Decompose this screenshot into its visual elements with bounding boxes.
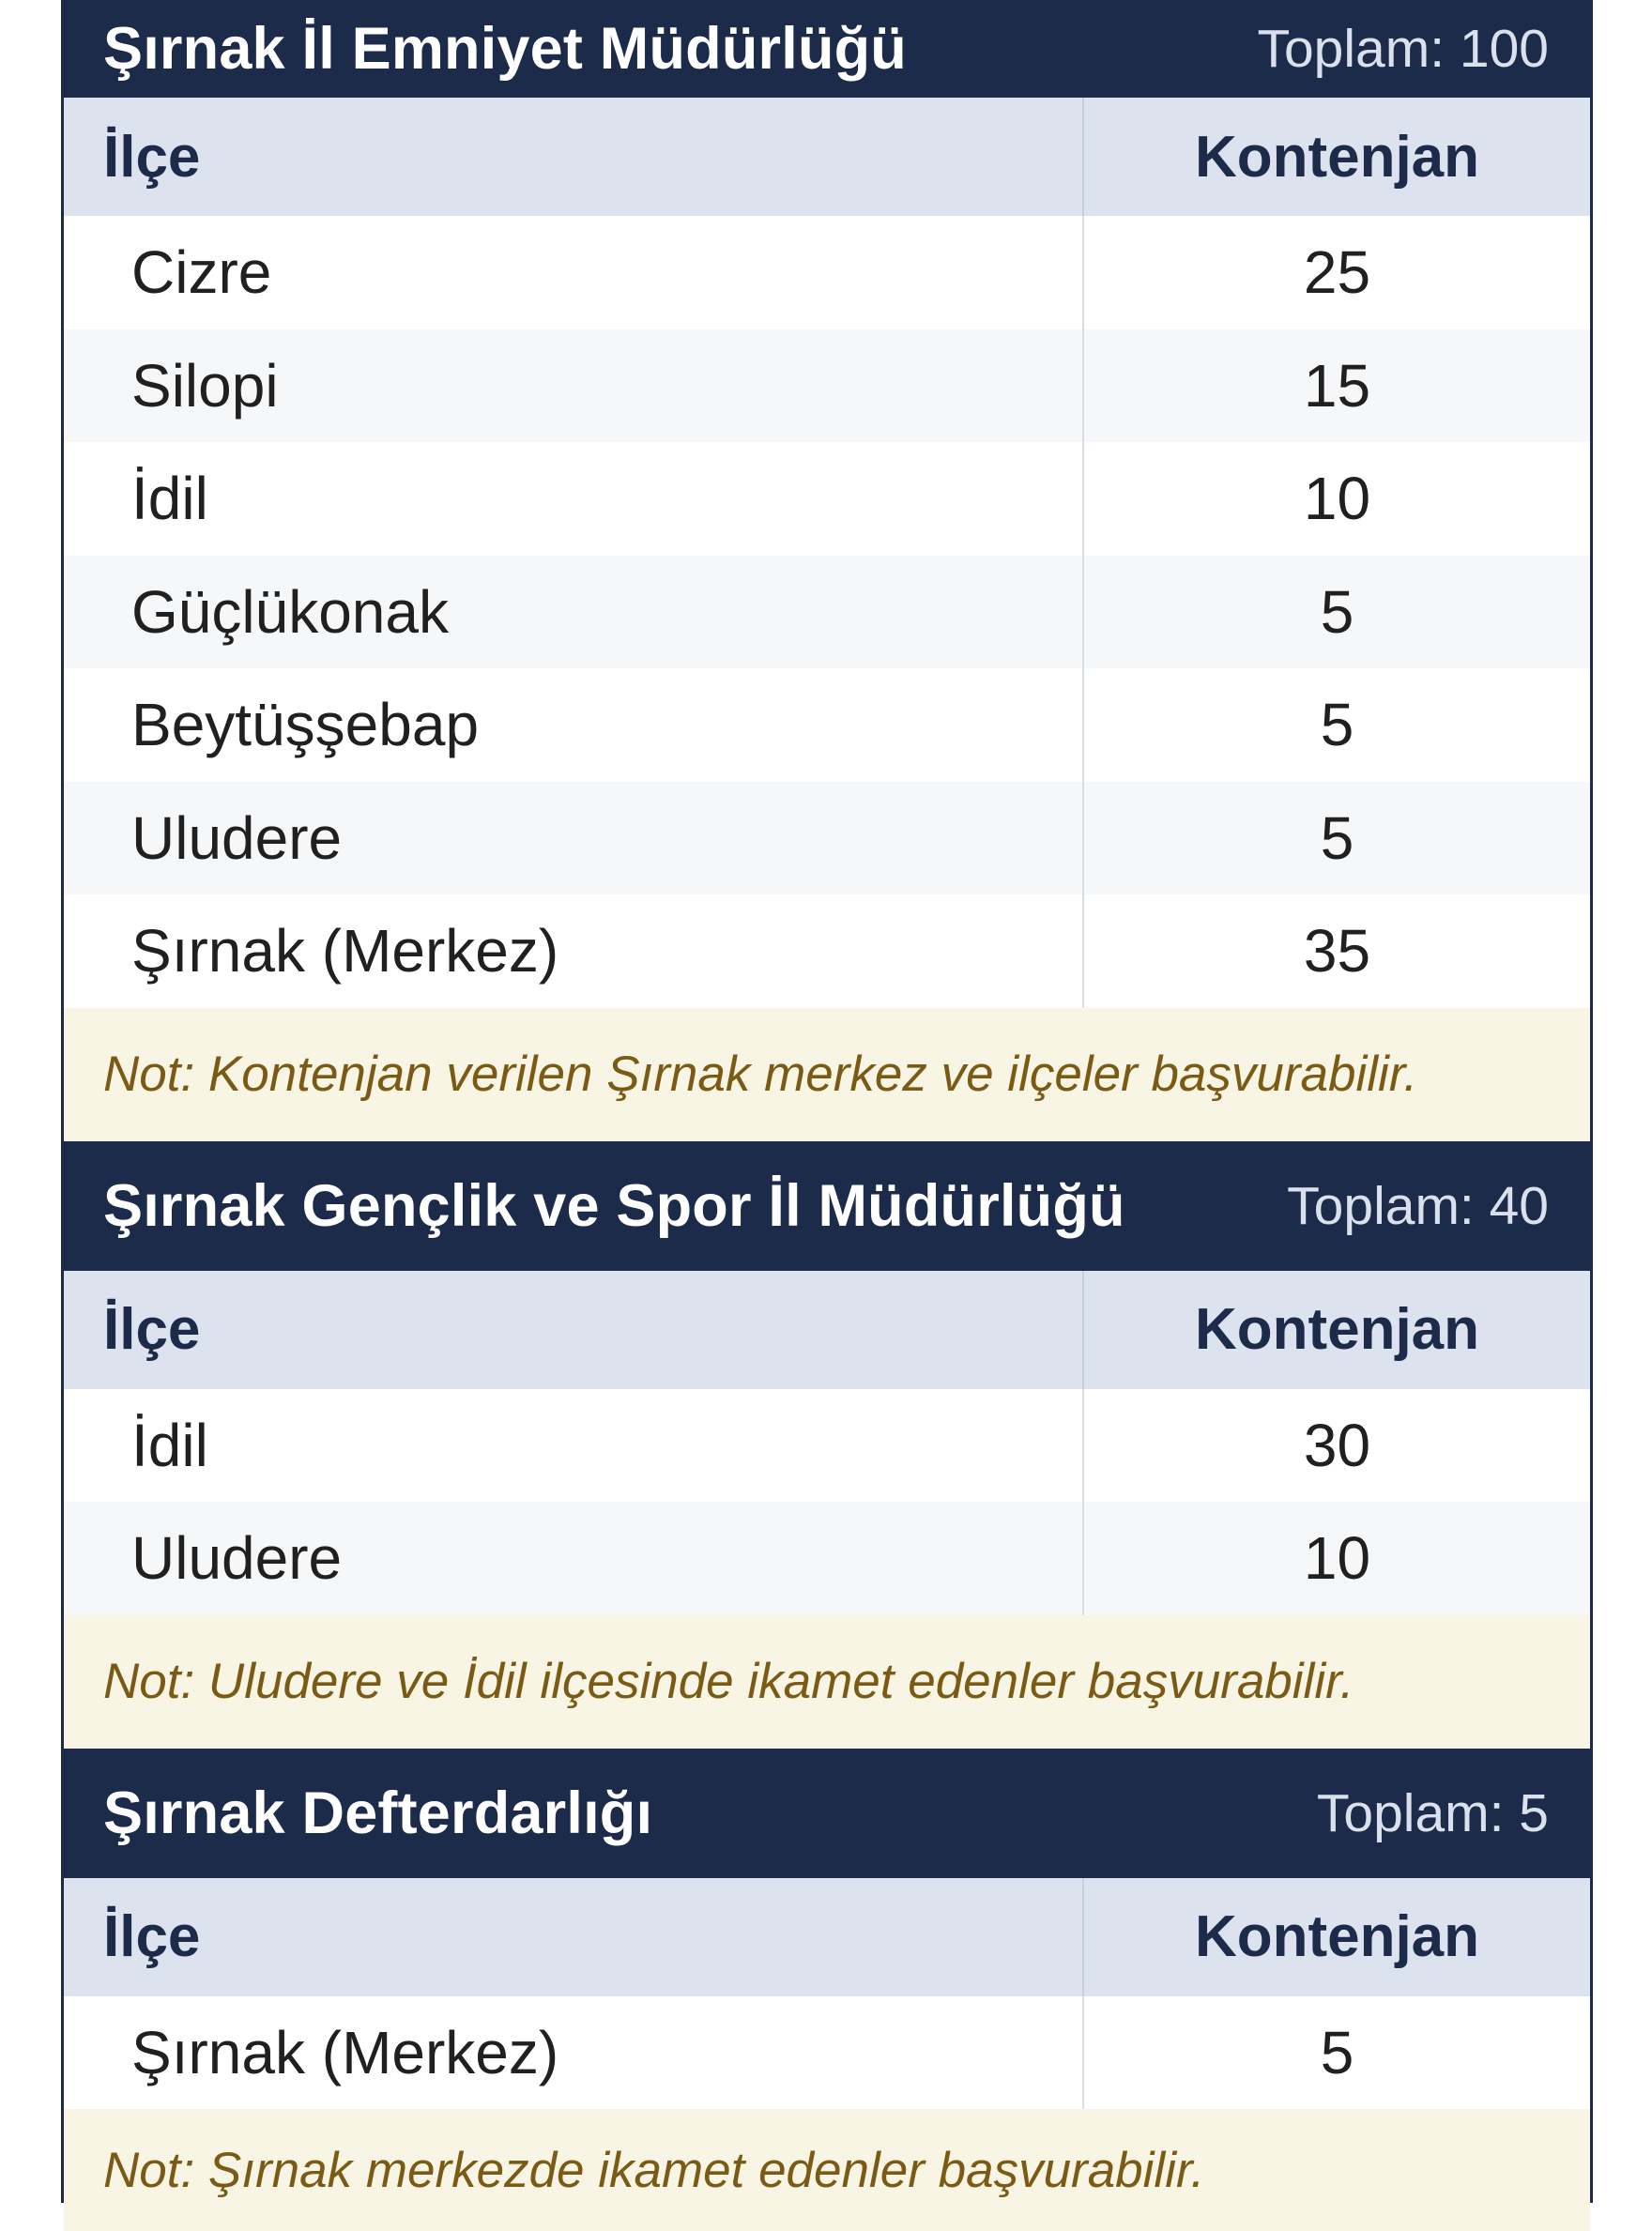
table-row	[64, 668, 1590, 782]
table-row	[64, 1389, 1590, 1503]
quota-cell: 5	[1084, 556, 1590, 669]
column-header-district: İlçe	[64, 1878, 1084, 1996]
column-header-row	[64, 1878, 1590, 1996]
quota-cell: 5	[1084, 782, 1590, 895]
quota-cell: 15	[1084, 329, 1590, 443]
section-header	[64, 1749, 1590, 1878]
table-row	[64, 894, 1590, 1008]
quota-cell: 5	[1084, 1996, 1590, 2110]
section-emniyet	[64, 0, 1590, 1141]
section-defterdarlik	[64, 1749, 1590, 2231]
quota-cell: 35	[1084, 894, 1590, 1008]
district-cell: Beytüşşebap	[64, 668, 1084, 782]
section-total: Toplam: 100	[1257, 18, 1549, 80]
section-note: Not: Kontenjan verilen Şırnak merkez ve ilçeler başvurabilir.	[64, 1008, 1590, 1141]
section-total: Toplam: 40	[1287, 1175, 1549, 1237]
section-header	[64, 0, 1590, 98]
column-header-quota: Kontenjan	[1084, 98, 1590, 216]
section-note: Not: Uludere ve İdil ilçesinde ikamet edenler başvurabilir.	[64, 1615, 1590, 1749]
section-title: Şırnak Defterdarlığı	[103, 1780, 652, 1847]
column-header-quota: Kontenjan	[1084, 1271, 1590, 1389]
district-cell: Şırnak (Merkez)	[64, 1996, 1084, 2110]
section-title: Şırnak Gençlik ve Spor İl Müdürlüğü	[103, 1172, 1125, 1240]
section-total: Toplam: 5	[1317, 1782, 1549, 1844]
section-genclik-spor	[64, 1141, 1590, 1749]
district-cell: Şırnak (Merkez)	[64, 894, 1084, 1008]
column-header-district: İlçe	[64, 1271, 1084, 1389]
section-title: Şırnak İl Emniyet Müdürlüğü	[103, 15, 907, 83]
table-row	[64, 442, 1590, 556]
column-header-district: İlçe	[64, 98, 1084, 216]
quota-cell: 10	[1084, 442, 1590, 556]
district-cell: Güçlükonak	[64, 556, 1084, 669]
district-cell: Silopi	[64, 329, 1084, 443]
district-cell: Cizre	[64, 216, 1084, 329]
table-row	[64, 782, 1590, 895]
quota-cell: 25	[1084, 216, 1590, 329]
quota-cell: 10	[1084, 1502, 1590, 1615]
column-header-quota: Kontenjan	[1084, 1878, 1590, 1996]
table-row	[64, 1996, 1590, 2110]
table-row	[64, 216, 1590, 329]
quota-cell: 30	[1084, 1389, 1590, 1503]
section-header	[64, 1141, 1590, 1271]
district-cell: Uludere	[64, 782, 1084, 895]
table-row	[64, 329, 1590, 443]
section-note: Not: Şırnak merkezde ikamet edenler başvurabilir.	[64, 2109, 1590, 2231]
district-cell: Uludere	[64, 1502, 1084, 1615]
table-row	[64, 1502, 1590, 1615]
quota-tables	[61, 0, 1593, 2203]
column-header-row	[64, 98, 1590, 216]
column-header-row	[64, 1271, 1590, 1389]
table-row	[64, 556, 1590, 669]
quota-cell: 5	[1084, 668, 1590, 782]
district-cell: İdil	[64, 442, 1084, 556]
district-cell: İdil	[64, 1389, 1084, 1503]
